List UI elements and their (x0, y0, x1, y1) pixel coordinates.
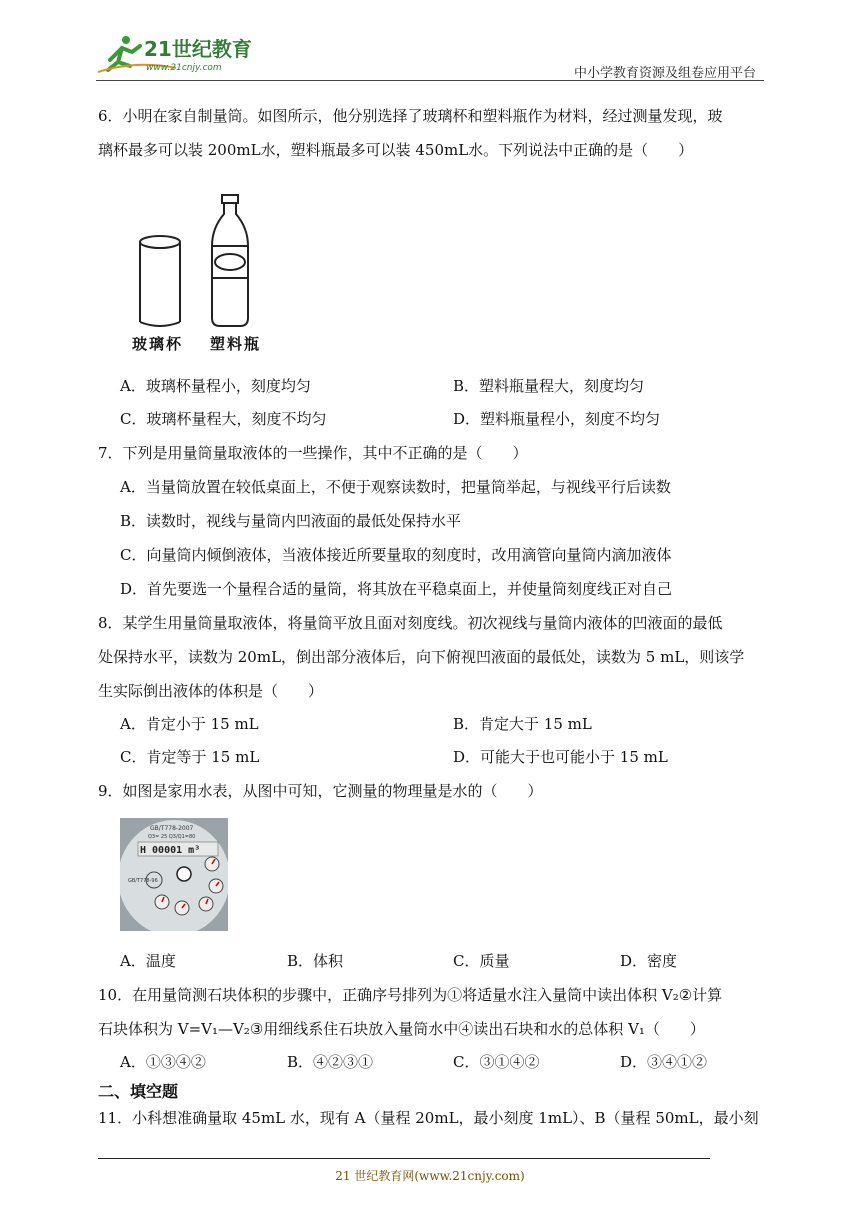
q6-option-b: B．塑料瓶量程大，刻度均匀 (453, 377, 645, 395)
header-divider (96, 80, 764, 81)
meter-rating-text: Q3= 25 Q3/Q1=80 (148, 834, 196, 840)
q8-stem-line1: 8．某学生用量筒量取液体，将量筒平放且面对刻度线。初次视线与量筒内液体的凹液面的最低 (98, 614, 723, 632)
q8-stem-line2: 处保持水平，读数为 20mL，倒出部分液体后，向下俯视凹液面的最低处，读数为 5 mL，则该学 (98, 648, 745, 666)
bottle-label: 塑料瓶 (210, 335, 262, 353)
meter-standard2-text: GB/T778-96 (128, 878, 158, 884)
q8-option-d: D．可能大于也可能小于 15 mL (453, 748, 668, 766)
q7-stem: 7．下列是用量筒量取液体的一些操作，其中不正确的是（ ） (98, 444, 528, 462)
q10-stem-line1: 10．在用量筒测石块体积的步骤中，正确序号排列为①将适量水注入量筒中读出体积 V₂②计算 (98, 986, 723, 1004)
q7-option-c: C．向量筒内倾倒液体，当液体接近所要量取的刻度时，改用滴管向量筒内滴加液体 (120, 546, 672, 564)
water-meter-photo (120, 818, 228, 931)
q11-stem-line1: 11．小科想准确量取 45mL 水，现有 A（量程 20mL，最小刻度 1mL）、B（量程 50mL，最小刻 (98, 1109, 759, 1127)
q6-option-c: C．玻璃杯量程大，刻度不均匀 (120, 410, 327, 428)
q6-option-d: D．塑料瓶量程小，刻度不均匀 (453, 410, 661, 428)
q7-option-a: A．当量筒放置在较低桌面上，不便于观察读数时，把量筒举起，与视线平行后读数 (120, 478, 671, 496)
section-heading-fill-in: 二、填空题 (98, 1082, 179, 1101)
q10-stem-line2: 石块体积为 V=V₁—V₂③用细线系住石块放入量筒水中④读出石块和水的总体积 V₁（ ） (98, 1020, 705, 1038)
meter-standard-text: GB/T778-2007 (150, 825, 194, 832)
q8-option-b: B．肯定大于 15 mL (453, 715, 592, 733)
q10-option-b: B．④②③① (287, 1053, 374, 1071)
q9-option-d: D．密度 (620, 952, 678, 970)
q10-option-c: C．③①④② (453, 1053, 540, 1071)
q6-stem-line2: 璃杯最多可以装 200mL水，塑料瓶最多可以装 450mL水。下列说法中正确的是（ ） (98, 141, 694, 159)
q7-option-b: B．读数时，视线与量筒内凹液面的最低处保持水平 (120, 512, 462, 530)
logo-text: 21世纪教育 (144, 37, 252, 61)
meter-reading-text: H 00001 m³ (140, 845, 201, 856)
q9-option-c: C．质量 (453, 952, 510, 970)
glass-label: 玻璃杯 (132, 335, 184, 353)
meter-logo-icon (177, 867, 191, 881)
q9-option-b: B．体积 (287, 952, 344, 970)
footer-text: 21 世纪教育网(www.21cnjy.com) (335, 1169, 525, 1183)
q6-stem-line1: 6．小明在家自制量筒。如图所示，他分别选择了玻璃杯和塑料瓶作为材料，经过测量发现，玻 (98, 107, 723, 125)
q9-stem: 9．如图是家用水表，从图中可知，它测量的物理量是水的（ ） (98, 782, 543, 800)
q6-figure (120, 190, 280, 355)
glass-cup-icon (140, 236, 180, 326)
q10-option-a: A．①③④② (120, 1053, 206, 1071)
footer-divider (98, 1158, 710, 1159)
q10-option-d: D．③④①② (620, 1053, 708, 1071)
q8-option-c: C．肯定等于 15 mL (120, 748, 260, 766)
q8-option-a: A．肯定小于 15 mL (120, 715, 259, 733)
q7-option-d: D．首先要选一个量程合适的量筒，将其放在平稳桌面上，并使量筒刻度线正对自己 (120, 580, 673, 598)
logo-url: www.21cnjy.com (146, 63, 222, 73)
site-logo (96, 30, 266, 76)
header-platform-text: 中小学教育资源及组卷应用平台 (573, 66, 756, 81)
q9-option-a: A．温度 (120, 952, 176, 970)
plastic-bottle-icon (212, 195, 248, 326)
q6-option-a: A．玻璃杯量程小，刻度均匀 (120, 377, 311, 395)
q8-stem-line3: 生实际倒出液体的体积是（ ） (98, 682, 324, 700)
